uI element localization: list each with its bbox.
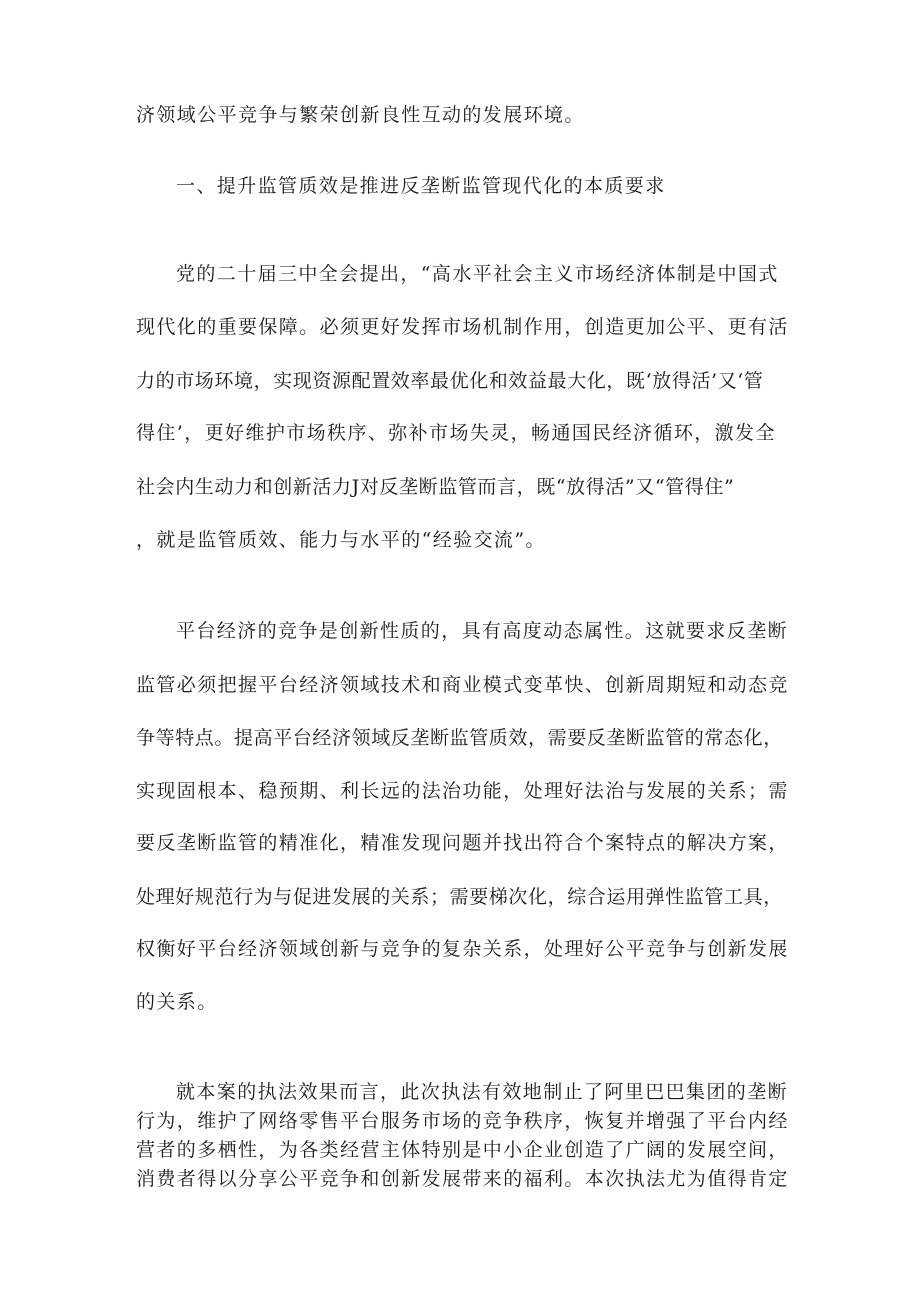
paragraph-1-line: 党的二十届三中全会提出，“高水平社会主义市场经济体制是中国式 (176, 263, 779, 285)
paragraph-2-line: 的关系。 (136, 991, 218, 1013)
paragraph-2-line: 争等特点。提高平台经济领域反垄断监管质效，需要反垄断监管的常态化， (136, 727, 783, 749)
paragraph-3-line: 就本案的执法效果而言，此次执法有效地制止了阿里巴巴集团的垄断 (176, 1081, 789, 1103)
paragraph-1-line: 现代化的重要保障。必须更好发挥市场机制作用，创造更加公平、更有活 (136, 316, 789, 338)
paragraph-2-line: 平台经济的竞争是创新性质的，具有高度动态属性。这就要求反垄断 (176, 620, 789, 642)
paragraph-2-line: 要反垄断监管的精准化，精准发现问题并找出符合个案特点的解决方案， (136, 832, 789, 854)
paragraph-2-line: 权衡好平台经济领域创新与竞争的复杂关系，处理好公平竞争与创新发展 (136, 938, 789, 960)
intro-tail-line: 济领域公平竞争与繁荣创新良性互动的发展环境。 (136, 104, 585, 126)
paragraph-2-line: 实现固根本、稳预期、利长远的法治功能，处理好法治与发展的关系；需 (136, 780, 789, 802)
paragraph-3-line: 消费者得以分享公平竞争和创新发展带来的福利。本次执法尤为值得肯定 (136, 1168, 789, 1190)
paragraph-2-line: 处理好规范行为与促进发展的关系；需要梯次化，综合运用弹性监管工具， (136, 886, 783, 908)
paragraph-3-line: 营者的多栖性，为各类经营主体特别是中小企业创造了广阔的发展空间， (136, 1139, 789, 1161)
paragraph-1-line: 得住’，更好维护市场秩序、弥补市场失灵，畅通国民经济循环，激发全 (136, 422, 776, 444)
paragraph-1-line: 社会内生动力和创新活力J对反垄断监管而言，既“放得活”又“管得住” (136, 476, 735, 498)
paragraph-1-line: 力的市场环境，实现资源配置效率最优化和效益最大化，既‘放得活’又‘管 (136, 370, 764, 392)
section-heading: 一、提升监管质效是推进反垄断监管现代化的本质要求 (176, 175, 666, 197)
paragraph-2-line: 监管必须把握平台经济领域技术和商业模式变革快、创新周期短和动态竞 (136, 674, 789, 696)
paragraph-1-line: ，就是监管质效、能力与水平的“经验交流”。 (136, 529, 546, 551)
paragraph-3-line: 行为，维护了网络零售平台服务市场的竞争秩序，恢复并增强了平台内经 (136, 1110, 789, 1132)
